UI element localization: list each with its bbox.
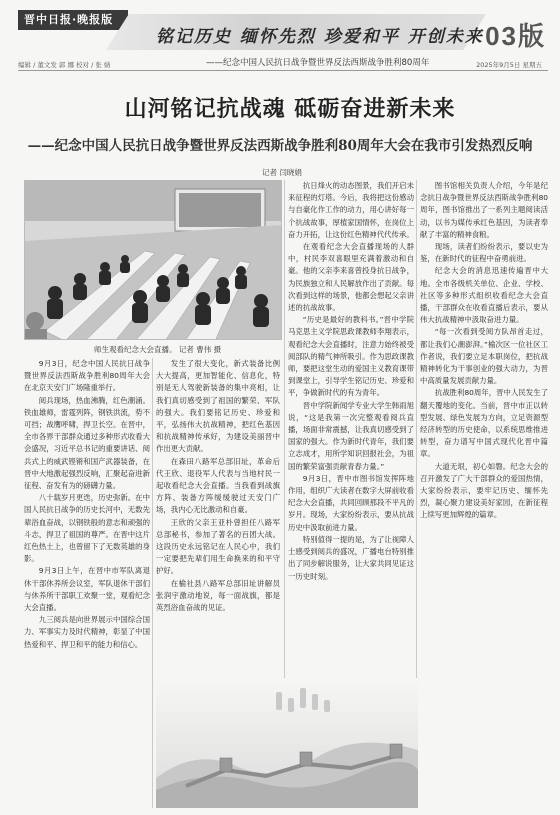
paragraph: “历史是最好的教科书。”晋中学院马克思主义学院思政课教师李翔表示，观看纪念大会直播时，注意力始终被受阅部队的精气神所吸引。作为思政课教师，要把这堂生动的爱国主义教育课带到课堂上，引导学生铭记历史、珍爱和平，争做新时代的有为青年。 [288, 315, 414, 398]
paragraph: 现场，读者们纷纷表示，要以史为鉴，在新时代的征程中奋勇前进。 [420, 242, 548, 264]
masthead-slogan: 铭记历史 缅怀先烈 珍爱和平 开创未来 [156, 27, 484, 47]
paragraph: 9月3日，晋中市图书馆发挥阵地作用，组织广大读者在数字大屏前收看纪念大会直播，共同回顾那段不平凡的岁月。现场，大家纷纷表示，要从抗战历史中汲取前进力量。 [288, 473, 414, 532]
great-wall-icon [156, 678, 418, 808]
article-subhead: ——纪念中国人民抗日战争暨世界反法西斯战争胜利80周年大会在我市引发热烈反响 [27, 138, 533, 154]
article-column-2 [156, 358, 280, 672]
page-number: 03版 [485, 21, 546, 51]
masthead-rule [18, 70, 548, 71]
paragraph: 在观看纪念大会直播现场的人群中，村民李双喜眼里充满着激动和自豪。他的父亲李来喜曾投身抗日战争，为民族独立和人民解放作出了贡献。每次看到这样的场景，他都会想起父亲讲述的抗战故事。 [288, 242, 414, 313]
paragraph: 图书馆相关负责人介绍，今年是纪念抗日战争暨世界反法西斯战争胜利80周年，图书馆推出了一系列主题阅读活动，以书为媒传承红色基因，为读者奉献了丰富的精神食粮。 [420, 181, 548, 239]
news-photo [24, 180, 282, 340]
paragraph: 九三阅兵是向世界展示中国综合国力、军事实力及时代精神，彰显了中国热爱和平、捍卫和平的能力和信心。 [24, 615, 150, 649]
paragraph: 抗战胜利80周年，晋中人民发生了翻天覆地的变化。当前，晋中市正以转型发展、绿色发展为方向，立足资源型经济转型的历史使命，以系统思维推进转型，奋力谱写中国式现代化晋中篇章。 [420, 388, 548, 459]
paragraph: 王欣的父亲王亚朴曾担任八路军总部秘书，参加了著名的百团大战。这段历史永远铭记在人民心中，我们一定要把先辈们用生命换来的和平守护好。 [156, 517, 280, 576]
paragraph: 阅兵现场，热血沸腾，红色潮涌。铁血雄师，雷霆列阵，钢铁洪流，势不可挡；战鹰呼啸，捍卫长空。在晋中，全市各界干部群众通过多种形式收看大会盛况，习近平总书记的重要讲话、阅兵式上的威武铿锵和国产武器装备，在晋中大地激起强烈反响，汇聚起奋进新征程、奋发有为的磅礴力量。 [24, 395, 150, 491]
article-column-4 [420, 180, 548, 808]
paragraph: 特别值得一提的是，为了让视障人士感受到阅兵的盛况，广播电台特别推出了同步解说服务，让大家共同见证这一历史时刻。 [288, 534, 414, 581]
editors-line: 编辑 / 董文发 郭 娜 校对 / 张 婧 [18, 61, 111, 69]
paragraph: 大道无垠，初心如磐。纪念大会的召开激发了广大干部群众的爱国热情，大家纷纷表示，要牢记历史、缅怀先烈，凝心聚力建设美好家园，在新征程上续写更加辉煌的篇章。 [420, 461, 548, 520]
article-column-1 [24, 358, 150, 808]
paragraph: 9月3日，纪念中国人民抗日战争暨世界反法西斯战争胜利80周年大会在北京天安门广场隆重举行。 [24, 359, 150, 393]
masthead [6, 4, 554, 76]
paragraph: 八十载岁月更迭，历史弥新。在中国人民抗日战争的历史长河中，无数先辈浴血奋战，以钢铁般的意志和顽强的斗志，捍卫了祖国的尊严。在晋中这片红色热土上，也曾留下了无数英雄的身影。 [24, 493, 150, 564]
great-wall-illustration [156, 678, 418, 808]
photo-caption: 师生观看纪念大会直播。 记者 曹伟 摄 [94, 345, 222, 354]
paragraph: 发生了很大变化，新式装备比例大大提高，更加智能化、信息化，特别是无人驾驶新装备的集中亮相，让我们真切感受到了祖国的繁荣、军队的强大。我们要铭记历史、珍爱和平，弘扬伟大抗战精神，把红色基因和抗战精神传承好，为建设美丽晋中作出更大贡献。 [156, 359, 280, 454]
paragraph: 晋中学院新闻学专业大学生韩雨旭说，“这是我第一次完整观看阅兵直播，场面非常震撼，让我真切感受到了国家的强大。作为新时代青年，我们要立志成才，用所学知识回报社会，为祖国的繁荣富强贡献青春力量。” [288, 400, 414, 471]
classroom-photo-illustration [25, 181, 282, 340]
article-byline: 记者 闫晓娟 [262, 168, 302, 177]
paragraph: 抗日烽火的动态图景，我们开启未来征程的灯塔。今后，我将把这份感动与自豪化作工作的动力，用心讲好每一个抗战故事，厚植家国情怀，在岗位上奋力开拓，让这份红色精神代代传承。 [288, 181, 414, 239]
masthead-subtitle: ——纪念中国人民抗日战争暨世界反法西斯战争胜利80周年 [206, 58, 430, 68]
paragraph: 在榆社县八路军总部旧址讲解员张润宇激动地说，每一面战旗，都是英烈浴血奋战的见证。 [156, 578, 280, 613]
paragraph: 在森田八路军总部旧址，革命后代王欣、退役军人代表与当地村民一起收看纪念大会直播。当我看到战旗方阵、装备方阵缓缓驶过天安门广场，我内心无比激动和自豪。 [156, 456, 280, 515]
paragraph: 纪念大会的消息迅速传遍晋中大地。全市各级机关单位、企业、学校、社区等多种形式组织收看纪念大会直播，干部群众在收看直播后表示，要从伟大抗战精神中汲取奋进力量。 [420, 266, 548, 325]
paragraph: 9月3日上午，在晋中市军队离退休干部休养所会议室，军队退休干部们与休养所干部职工欢聚一堂，观看纪念大会直播。 [24, 566, 150, 613]
issue-date: 2025年9月5日 星期五 [476, 61, 542, 69]
column-divider [152, 358, 153, 808]
paragraph: “每一次看到受阅方队昂首走过，都让我们心潮澎湃。”榆次区一位社区工作者说，我们要立足本职岗位，把抗战精神转化为干事创业的强大动力，为晋中高质量发展贡献力量。 [420, 327, 548, 386]
article-headline: 山河铭记抗战魂 砥砺奋进新未来 [124, 96, 456, 122]
newspaper-logo: 晋中日报·晚报版 [18, 10, 128, 30]
